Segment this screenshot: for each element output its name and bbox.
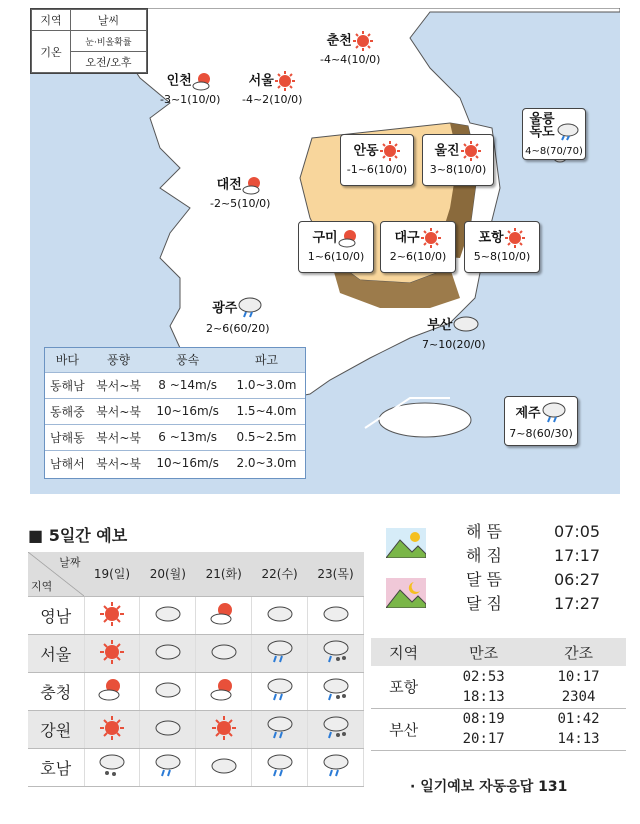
sun-icon [274,70,296,92]
day-header: 23(목) [308,552,364,596]
city-pohang: 포항 5~8(10/0) [464,221,540,273]
rain-cloud-icon [541,401,567,426]
table-row: 충청 [28,672,364,710]
sun-icon [420,227,442,249]
cloud-icon [154,717,182,739]
city-gumi: 구미 1~6(10/0) [298,221,374,273]
tide-region: 부산 [371,708,436,750]
city-andong: 안동 -1~6(10/0) [340,134,414,186]
city-seoul: 서울 -4~2(10/0) [242,70,302,107]
city-chuncheon: 춘천 -4~4(10/0) [320,30,380,67]
legend-temp: 기온 [32,31,71,73]
city-daegu: 대구 2~6(10/0) [380,221,456,273]
day-header: 19(일) [84,552,140,596]
footer-note: · 일기예보 자동응답 131 [410,779,568,795]
sea-table [44,347,306,479]
five-day-forecast [28,523,364,787]
snow-cloud-icon [98,752,126,780]
sea-header: 풍향 [90,348,148,372]
sun-cloud-icon [98,677,126,703]
sun-cloud-icon [210,677,238,703]
sea-header: 파고 [228,348,305,372]
cloud-icon [210,755,238,777]
legend-weather: 날씨 [70,10,146,31]
cloud-icon [154,641,182,663]
sun-icon [99,639,125,665]
snow-rain-icon [322,714,350,742]
moonrise-icon [386,578,426,608]
cloud-icon [452,314,480,337]
astro-row: 해 뜸 07:05 [466,522,601,541]
day-header: 22(수) [252,552,308,596]
sunrise-icon [386,528,426,558]
sun-cloud-icon [338,227,360,249]
rain-cloud-icon [237,296,263,321]
rain-cloud-icon [322,752,350,780]
city-jeju: 제주 7~8(60/30) [504,396,578,446]
rain-cloud-icon [266,714,294,742]
city-uljin: 울진 3~8(10/0) [422,134,494,186]
sun-icon [211,715,237,741]
rain-cloud-icon [266,676,294,704]
city-ulleung: 울릉독도 4~8(70/70) [522,108,586,160]
legend-region: 지역 [32,10,71,31]
table-row: 영남 [28,596,364,634]
sun-icon [379,140,401,162]
table-row: 동해남 북서~북 8 ~14m/s 1.0~3.0m [45,372,305,398]
sun-icon [99,601,125,627]
rain-cloud-icon [266,638,294,666]
astro-row: 해 짐 17:17 [466,546,601,565]
cloud-icon [154,603,182,625]
city-daejeon: 대전 -2~5(10/0) [210,174,270,211]
table-row: 서울 [28,634,364,672]
cloud-icon [266,603,294,625]
legend-ampm: 오전/오후 [70,52,146,73]
day-header: 21(화) [196,552,252,596]
sun-icon [99,715,125,741]
sea-header: 바다 [45,348,90,372]
snow-rain-icon [322,676,350,704]
tide-region: 포항 [371,666,436,708]
sun-icon [460,140,482,162]
map-legend [30,8,148,74]
sun-cloud-icon [192,70,214,92]
rain-cloud-icon [556,121,580,144]
forecast-title: ■ 5일간 예보 [28,526,128,545]
cloud-icon [210,641,238,663]
cloud-icon [322,603,350,625]
city-busan: 부산 7~10(20/0) [422,314,486,352]
rain-cloud-icon [154,752,182,780]
table-row: 남해동 북서~북 6 ~13m/s 0.5~2.5m [45,424,305,450]
table-row: 강원 [28,710,364,748]
table-row: 남해서 북서~북 10~16m/s 2.0~3.0m [45,450,305,476]
city-incheon: 인천 -3~1(10/0) [160,70,220,107]
sun-icon [352,30,374,52]
weather-map [30,8,620,494]
tide-header: 간조 [531,638,626,666]
legend-precip: 눈·비올확률 [70,31,146,52]
table-row: 동해중 북서~북 10~16m/s 1.5~4.0m [45,398,305,424]
astro-row: 달 짐 17:27 [466,594,601,613]
snow-rain-icon [322,638,350,666]
corner-cell: 날짜 지역 [28,552,84,596]
day-header: 20(월) [140,552,196,596]
sun-icon [504,227,526,249]
sea-header: 풍속 [147,348,227,372]
table-row: 호남 [28,748,364,786]
tide-header: 만조 [436,638,531,666]
tide-header: 지역 [371,638,436,666]
rain-cloud-icon [266,752,294,780]
astro-row: 달 뜸 06:27 [466,570,601,589]
city-gwangju: 광주 2~6(60/20) [206,296,270,336]
sun-cloud-icon [242,174,264,196]
tide-table: 지역 만조 간조 포항 02:53 10:17 18:13 2304 부산 08:19 01:42 20:17 14:13 [371,638,626,751]
cloud-icon [154,679,182,701]
sun-cloud-icon [210,601,238,627]
